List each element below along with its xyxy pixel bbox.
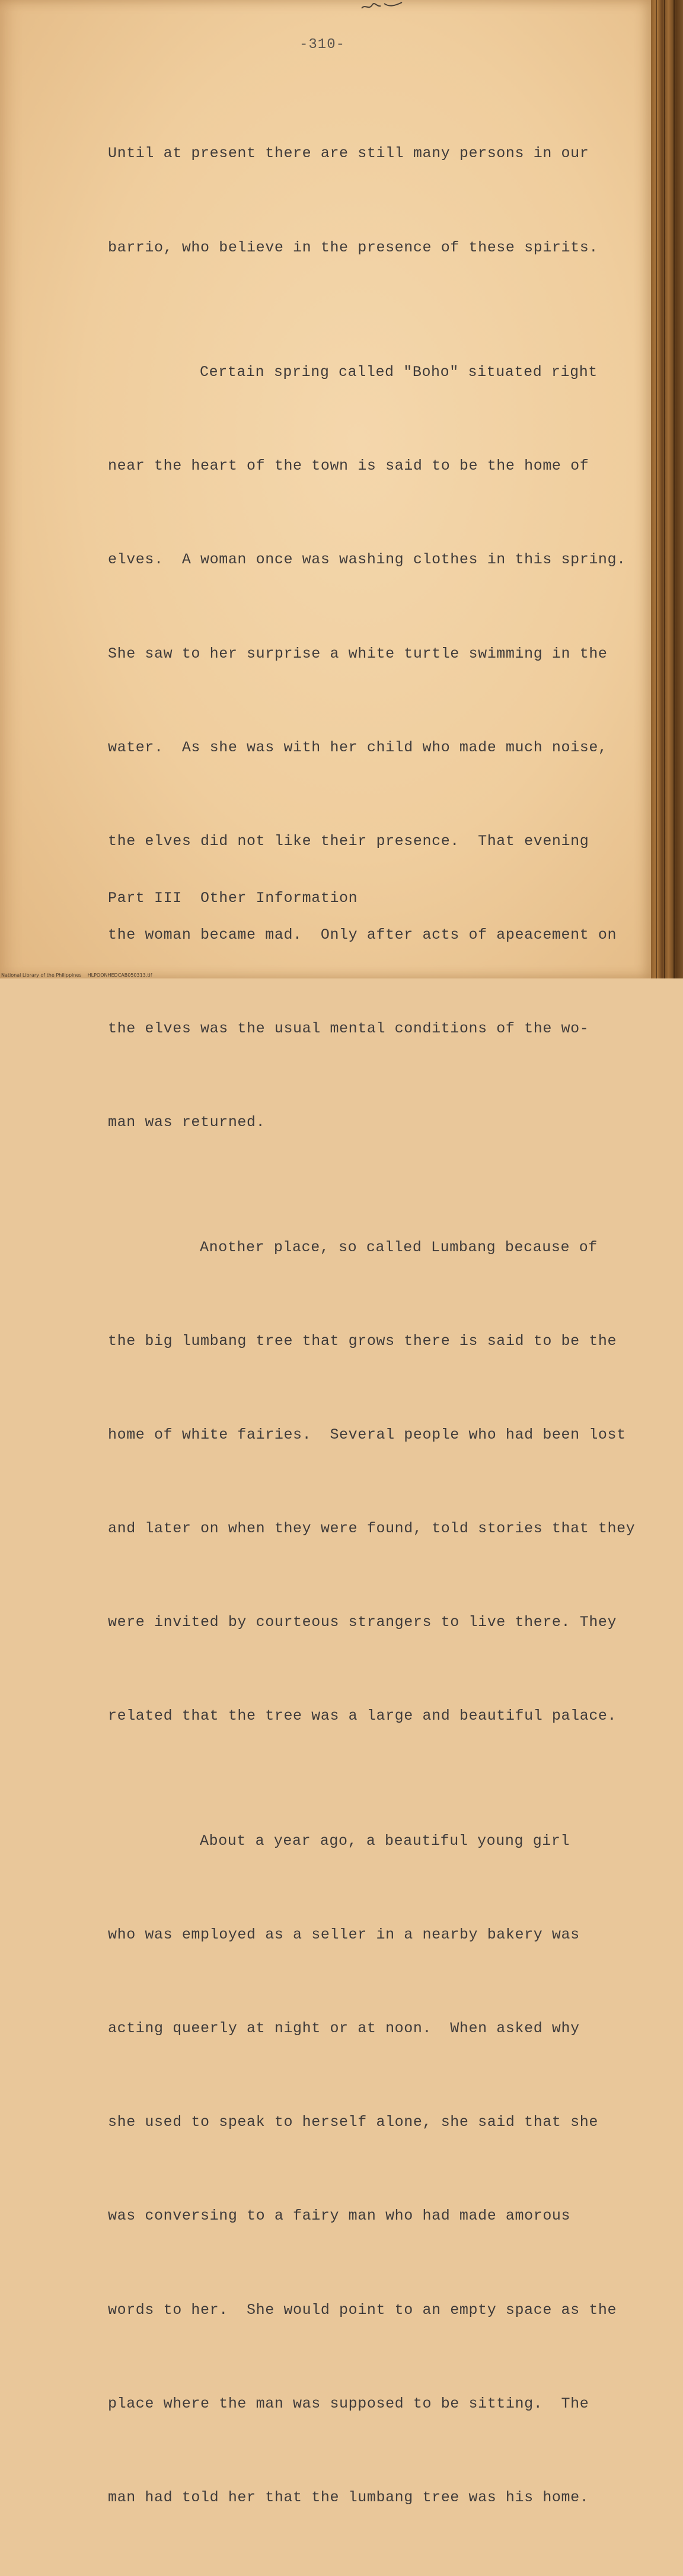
text-line: the woman became mad. Only after acts of apeacement on: [108, 926, 617, 943]
handwritten-mark: [360, 0, 408, 13]
binding-divider: [664, 0, 665, 978]
text-line: near the heart of the town is said to be the home of: [108, 457, 589, 475]
text-line: acting queerly at night or at noon. When asked why: [108, 2020, 580, 2038]
binding-divider: [656, 0, 657, 978]
text-line: Until at present there are still many persons in our: [108, 145, 589, 162]
text-line: Certain spring called "Boho" situated right: [200, 364, 598, 381]
text-line: the elves was the usual mental conditions of the wo-: [108, 1019, 589, 1037]
text-line: related that the tree was a large and beautiful palace.: [108, 1707, 617, 1725]
text-line: man had told her that the lumbang tree was his home.: [108, 2488, 589, 2506]
text-line: She saw to her surprise a white turtle swimming in the: [108, 645, 608, 662]
text-line: who was employed as a seller in a nearby bakery was: [108, 1926, 580, 1944]
text-line: man was returned.: [108, 1114, 266, 1131]
text-line: the elves did not like their presence. That evening: [108, 832, 589, 850]
text-line: Another place, so called Lumbang because of: [200, 1238, 598, 1256]
text-line: words to her. She would point to an empty space as the: [108, 2301, 617, 2319]
text-line: were invited by courteous strangers to live there. They: [108, 1614, 617, 1631]
text-line: water. As she was with her child who made much noise,: [108, 738, 608, 756]
text-line: About a year ago, a beautiful young girl: [200, 1832, 570, 1850]
binding-divider: [674, 0, 675, 978]
text-line: she used to speak to herself alone, she said that she: [108, 2113, 598, 2131]
scan-footer-caption: National Library of the Philippines HLPOONHEDCAB050313.tif: [1, 973, 152, 978]
text-line: was conversing to a fairy man who had made amorous: [108, 2207, 571, 2225]
section-heading: Part III Other Information: [108, 890, 358, 907]
typed-body: [108, 76, 644, 2576]
text-line: elves. A woman once was washing clothes in this spring.: [108, 551, 626, 569]
text-line: home of white fairies. Several people who had been lost: [108, 1426, 626, 1444]
text-line: place where the man was supposed to be sitting. The: [108, 2395, 589, 2412]
text-line: and later on when they were found, told stories that they: [108, 1520, 636, 1538]
book-binding-edge: [651, 0, 683, 978]
text-line: barrio, who believe in the presence of these spirits.: [108, 238, 598, 256]
page-number: -310-: [299, 37, 346, 53]
text-line: the big lumbang tree that grows there is said to be the: [108, 1332, 617, 1350]
